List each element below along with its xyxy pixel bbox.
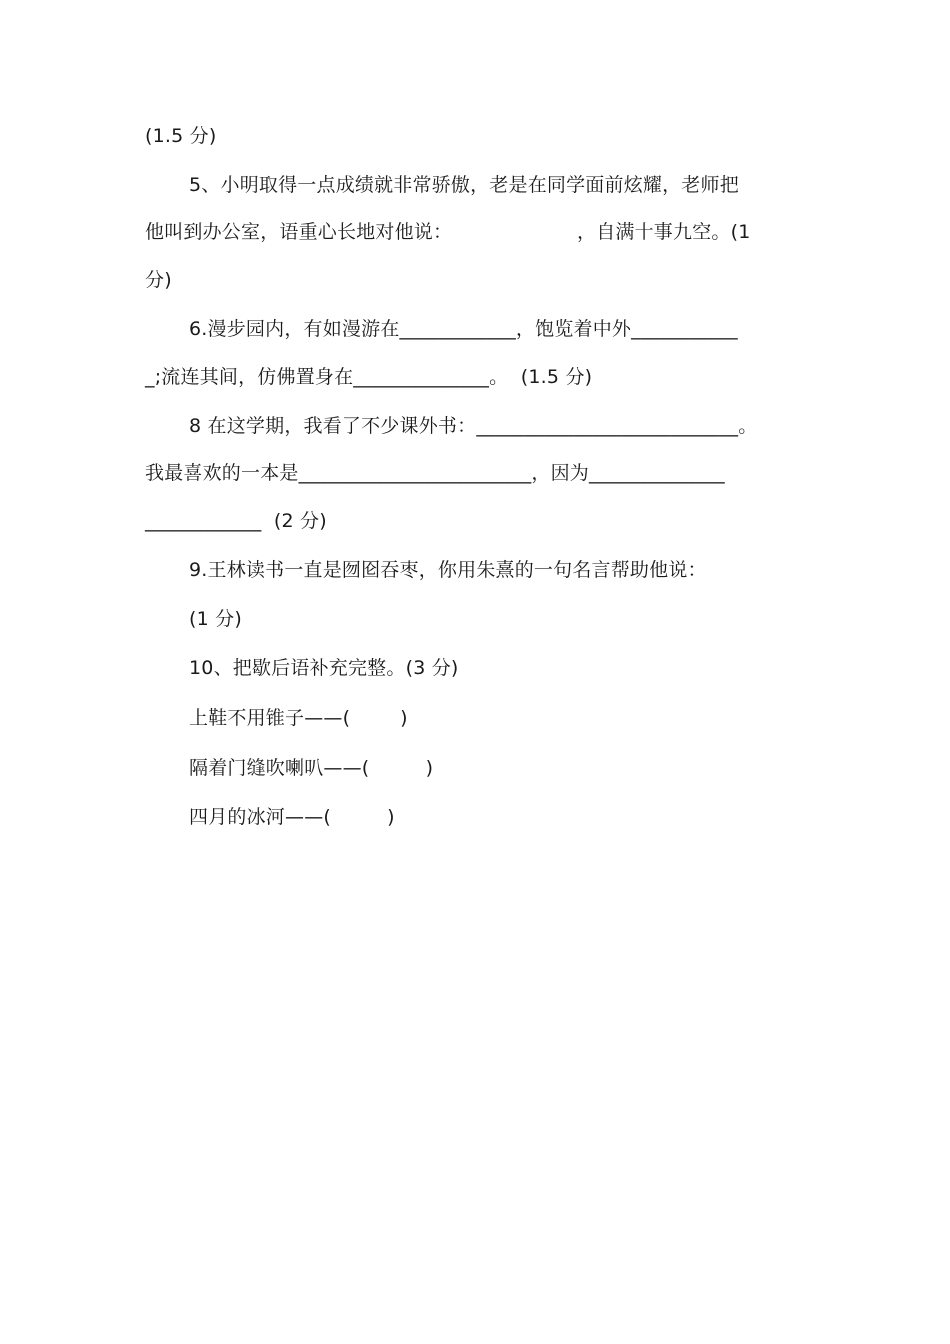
question-10-title: 10、把歇后语补充完整。(3 分): [189, 657, 459, 679]
xiehouyu-item-1: 上鞋不用锥子——( ): [189, 707, 408, 729]
question-9-line-2: (1 分): [189, 608, 242, 630]
question-6-line-1: 6.漫步园内，有如漫游在____________，饱览着中外___________: [189, 318, 738, 340]
question-9-line-1: 9.王林读书一直是囫囵吞枣，你用朱熹的一句名言帮助他说：: [189, 559, 707, 581]
question-8-line-1: 8 在这学期，我看了不少课外书：___________________________。: [189, 415, 758, 437]
xiehouyu-item-2: 隔着门缝吹喇叭——( ): [189, 757, 434, 779]
question-5-line-3: 分): [145, 269, 172, 291]
question-5-line-1: 5、小明取得一点成绩就非常骄傲，老是在同学面前炫耀，老师把: [189, 174, 739, 196]
question-8-line-3: ____________ (2 分): [145, 510, 327, 532]
question-5-line-2: 他叫到办公室，语重心长地对他说： ，自满十事九空。(1: [145, 221, 751, 243]
score-note-line: (1.5 分): [145, 125, 217, 147]
question-6-line-2: _;流连其间，仿佛置身在______________。 (1.5 分): [145, 366, 593, 388]
question-8-line-2: 我最喜欢的一本是________________________，因为______________: [145, 462, 725, 484]
xiehouyu-item-3: 四月的冰河——( ): [189, 806, 395, 828]
